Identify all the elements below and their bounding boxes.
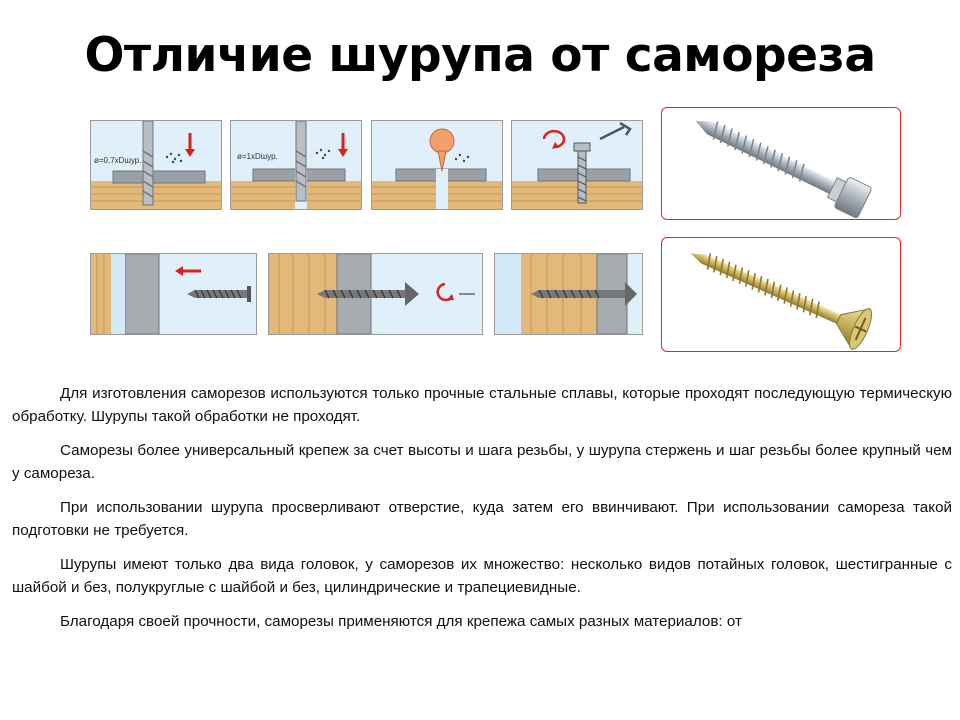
paragraph-thread-pitch: Саморезы более универсальный крепеж за счет высоты и шага резьбы, у шурупа стержень и шаг резьбы более крупный чем у самореза. [12,442,952,482]
paragraph-materials: Благодаря своей прочности, саморезы применяются для крепежа самых разных материалов: от [60,613,742,630]
paragraph-heat-treatment: Для изготовления саморезов используются только прочные стальные сплавы, которые проходят последующую термическую обработку. Шурупы такой обработки не проходят. [12,385,952,425]
paragraph-pre-drilling: При использовании шурупа просверливают отверстие, куда затем его ввинчивают. При использовании самореза такой подготовки не требуется. [12,499,952,539]
paragraph-head-types: Шурупы имеют только два вида головок, у саморезов их множество: несколько видов потайных головок, шестигранные с шайбой и без, полукруглые с шайбой и без, цилиндрические и трапециевидные. [12,556,952,596]
self-tapping-screw-countersunk-photo [661,237,901,352]
step-self-tapping-entry [268,253,483,335]
wood-screw-hex-head-photo [661,107,901,220]
body-text [12,383,952,646]
hole-label-small: ø=0,7xDшур. [94,156,142,165]
step-clearance-hole-drilling [230,120,362,210]
step-hole-cleaning [371,120,503,210]
step-self-tapping-approach [90,253,257,335]
step-pilot-hole-drilling [90,120,222,210]
hole-label-full: ø=1xDшур. [237,152,278,161]
step-screw-driving [511,120,643,210]
step-self-tapping-fixed [494,253,643,335]
page-title: Отличие шурупа от самореза [84,28,876,83]
